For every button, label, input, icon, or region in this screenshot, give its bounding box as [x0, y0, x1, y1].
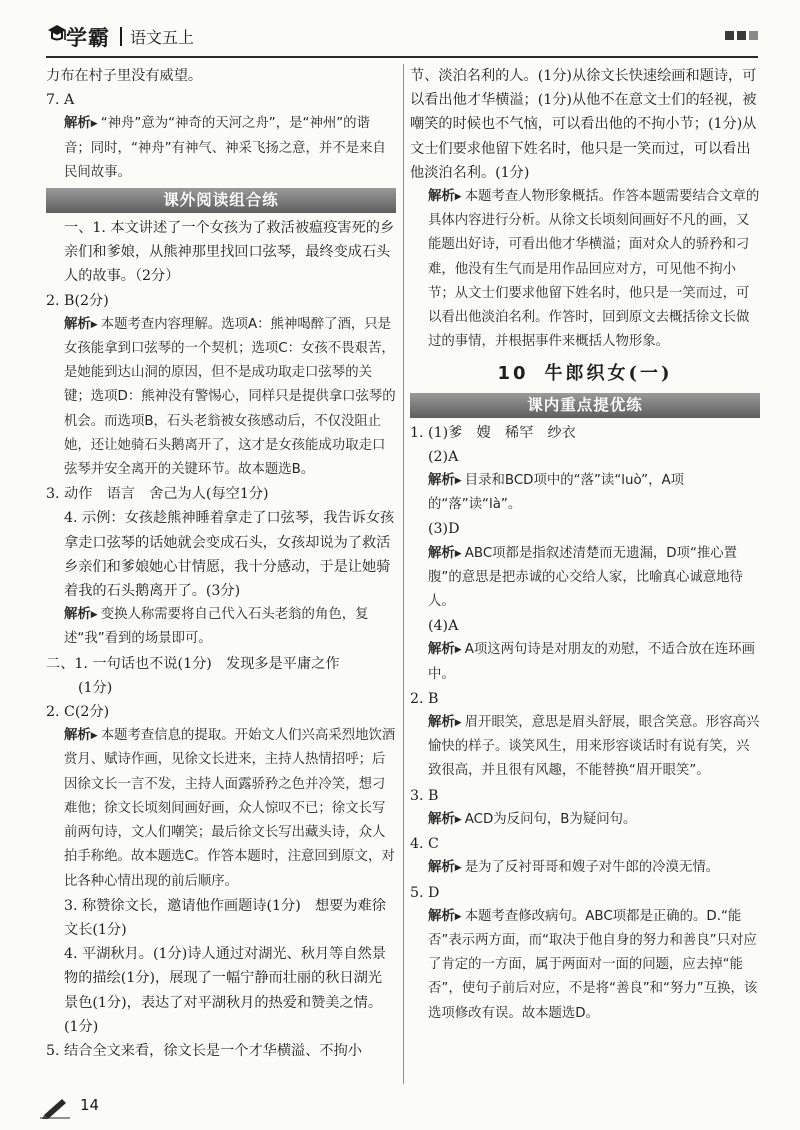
explanation-label: 解析 — [428, 545, 455, 561]
explanation-1-q4: 解析▶ 变换人称需要将自己代入石头老翁的角色，复述“我”看到的场景即可。 — [64, 607, 369, 647]
explanation-label: 解析 — [428, 642, 455, 658]
answer-2-q1-score: (1分) — [78, 679, 113, 696]
triangle-arrow-icon: ▶ — [454, 814, 462, 825]
lesson-name: 牛郎织女(一) — [544, 363, 673, 385]
section-title-in-class: 课内重点提优练 — [410, 393, 760, 418]
explanation-q5: 解析▶ 本题考查修改病句。ABC项都是正确的。D.“能否”表示两方面，而“取决于他自身的努力和善良”只对应了肯定的一方面，属于两面对一面的问题，应去掉“能否”，使句子前后对应，不是将“善良”和“努力”互换，该选项修改有误。故本题选D。 — [428, 908, 758, 1021]
triangle-arrow-icon: ▶ — [454, 192, 462, 203]
answer-q7: 7. A — [46, 92, 75, 109]
answer-q4: 4. C — [410, 836, 439, 853]
explanation-label: 解析 — [64, 116, 91, 132]
answer-2-q5-continued: 节、淡泊名利的人。(1分)从徐文长快速绘画和题诗，可以看出他才华横溢；(1分)从他不在意文士们的轻视，被嘲笑的时候也不气恼，可以看出他的不拘小节；(1分)从文士们要求他留下姓名时，他只是一笑而过，可以看出他淡泊名利。(1分) — [410, 68, 757, 181]
explanation-q1-4: 解析▶ A项这两句诗是对朋友的劝慰，不适合放在连环画中。 — [428, 642, 756, 682]
triangle-arrow-icon: ▶ — [454, 863, 462, 874]
lesson-number: 10 — [497, 363, 529, 385]
triangle-arrow-icon: ▶ — [454, 911, 462, 922]
graduation-cap-icon — [46, 21, 68, 49]
answer-1-q2: 2. B(2分) — [46, 292, 109, 309]
header-decoration — [725, 31, 758, 40]
page-number: 14 — [80, 1096, 100, 1114]
answer-2-q5: 5. 结合全文来看，徐文长是一个才华横溢、不拘小 — [46, 1042, 362, 1059]
header-rule — [46, 56, 758, 58]
answer-q1-3: (3)D — [428, 521, 460, 538]
answer-1-q3: 3. 动作 语言 舍己为人(每空1分) — [46, 486, 269, 503]
explanation-label: 解析 — [64, 316, 91, 332]
triangle-arrow-icon: ▶ — [90, 119, 98, 130]
header-separator — [120, 27, 122, 46]
explanation-label: 解析 — [428, 908, 455, 924]
answer-q1-4: (4)A — [428, 618, 459, 635]
explanation-label: 解析 — [428, 189, 455, 205]
left-column — [46, 64, 396, 1063]
triangle-arrow-icon: ▶ — [454, 718, 462, 729]
book-subject: 语文五上 — [130, 28, 195, 47]
triangle-arrow-icon: ▶ — [90, 731, 98, 742]
triangle-arrow-icon: ▶ — [454, 645, 462, 656]
explanation-label: 解析 — [64, 728, 91, 744]
explanation-q1-2: 解析▶ 目录和BCD项中的“落”读“luò”，A项的“落”读“là”。 — [428, 473, 685, 513]
answer-2-q1: 二、1. 一句话也不说(1分) 发现多是平庸之作 — [46, 655, 340, 672]
explanation-label: 解析 — [428, 811, 455, 827]
section-title-extracurricular: 课外阅读组合练 — [46, 188, 396, 213]
answer-q1-1: 1. (1)爹 嫂 稀罕 纱衣 — [410, 424, 576, 441]
page-header — [46, 18, 758, 54]
answer-2-q3: 3. 称赞徐文长，邀请他作画题诗(1分) 想要为难徐文长(1分) — [64, 897, 386, 938]
explanation-q3: 解析▶ ACD为反问句，B为疑问句。 — [428, 811, 637, 827]
carryover-text: 力布在村子里没有威望。 — [46, 68, 203, 84]
column-divider — [403, 64, 404, 1084]
explanation-q4: 解析▶ 是为了反衬哥哥和嫂子对牛郎的冷漠无情。 — [428, 860, 720, 876]
explanation-q2: 解析▶ 眉开眼笑，意思是眉头舒展，眼含笑意。形容高兴愉快的样子。谈笑风生，用来形容谈话时有说有笑，兴致很高，并且很有风趣，不能替换“眉开眼笑”。 — [428, 715, 760, 779]
explanation-q7: 解析▶ “神舟”意为“神奇的天河之舟”，是“神州”的谐音；同时，“神舟”有神气、神采飞扬之意，并不是来自民间故事。 — [64, 116, 386, 180]
explanation-q1-3: 解析▶ ABC项都是指叙述清楚而无遗漏，D项“推心置腹”的意思是把赤诚的心交给人家，比喻真心诚意地待人。 — [428, 545, 743, 610]
answer-1-q4: 4. 示例：女孩趁熊神睡着拿走了口弦琴，我告诉女孩拿走口弦琴的话她就会变成石头，女孩却说为了救活乡亲们和爹娘她心甘情愿，我十分感动，于是让她骑着我的石头鹅离开了。(3分) — [64, 510, 395, 600]
answer-q5: 5. D — [410, 884, 440, 901]
page-footer — [40, 1095, 160, 1117]
answer-1-q1: 一、1. 本文讲述了一个女孩为了救活被瘟疫害死的乡亲们和爹娘，从熊神那里找回口弦琴，最终变成石头人的故事。（2分） — [64, 220, 395, 285]
answer-2-q2: 2. C(2分) — [46, 704, 110, 721]
pencil-icon — [40, 1095, 70, 1119]
triangle-arrow-icon: ▶ — [90, 610, 98, 621]
answer-2-q4: 4. 平湖秋月。(1分)诗人通过对湖光、秋月等自然景物的描绘(1分)，展现了一幅宁静而壮丽的秋日湖光景色(1分)，表达了对平湖秋月的热爱和赞美之情。(1分) — [64, 946, 386, 1035]
triangle-arrow-icon: ▶ — [454, 476, 462, 487]
explanation-1-q2: 解析▶ 本题考查内容理解。选项A：熊神喝醉了酒，只是女孩能拿到口弦琴的一个契机；选项C：女孩不畏艰苦，是她能到达山洞的原因，但不是成功取走口弦琴的关键；选项D：熊神没有警惕心，同样只是提供拿口弦琴的机会。而选项B，石头老翁被女孩感动后，不仅没阻止她，还让她骑石头鹅离开了，这才是女孩能成功取走口弦琴并安全离开的关键环节。故本题选B。 — [64, 316, 396, 478]
brand-logo-text: 学霸 — [66, 26, 110, 50]
answer-q1-2: (2)A — [428, 448, 459, 465]
answer-q3: 3. B — [410, 787, 439, 804]
explanation-2-q2: 解析▶ 本题考查信息的提取。开始文人们兴高采烈地饮酒赏月、赋诗作画，见徐文长进来，主持人热情招呼；后因徐文长一言不发，主持人面露骄矜之色并冷笑，想刁难他；徐文长顷刻间画好画，众人惊叹不已；徐文长写前两句诗，文人们嘲笑；最后徐文长写出藏头诗，众人拍手称绝。故本题选C。作答本题时，注意回到原文，对比各种心情出现的前后顺序。 — [64, 728, 396, 889]
answer-q2: 2. B — [410, 690, 439, 707]
triangle-arrow-icon: ▶ — [90, 319, 98, 330]
explanation-label: 解析 — [64, 607, 91, 623]
explanation-label: 解析 — [428, 715, 455, 731]
triangle-arrow-icon: ▶ — [454, 548, 462, 559]
explanation-label: 解析 — [428, 473, 455, 489]
right-column — [410, 64, 760, 1026]
explanation-label: 解析 — [428, 860, 455, 876]
explanation-2-q5: 解析▶ 本题考查人物形象概括。作答本题需要结合文章的具体内容进行分析。从徐文长顷刻间画好不凡的画，又能题出好诗，可看出他才华横溢；面对众人的骄矜和刁难，他没有生气而是用作品回应对方，可见他不拘小节；从文士们要求他留下姓名时，他只是一笑而过，可以看出他淡泊名利。作答时，回到原文去概括徐文长做过的事情，并根据事件来概括人物形象。 — [428, 189, 760, 350]
lesson-title — [410, 362, 760, 386]
